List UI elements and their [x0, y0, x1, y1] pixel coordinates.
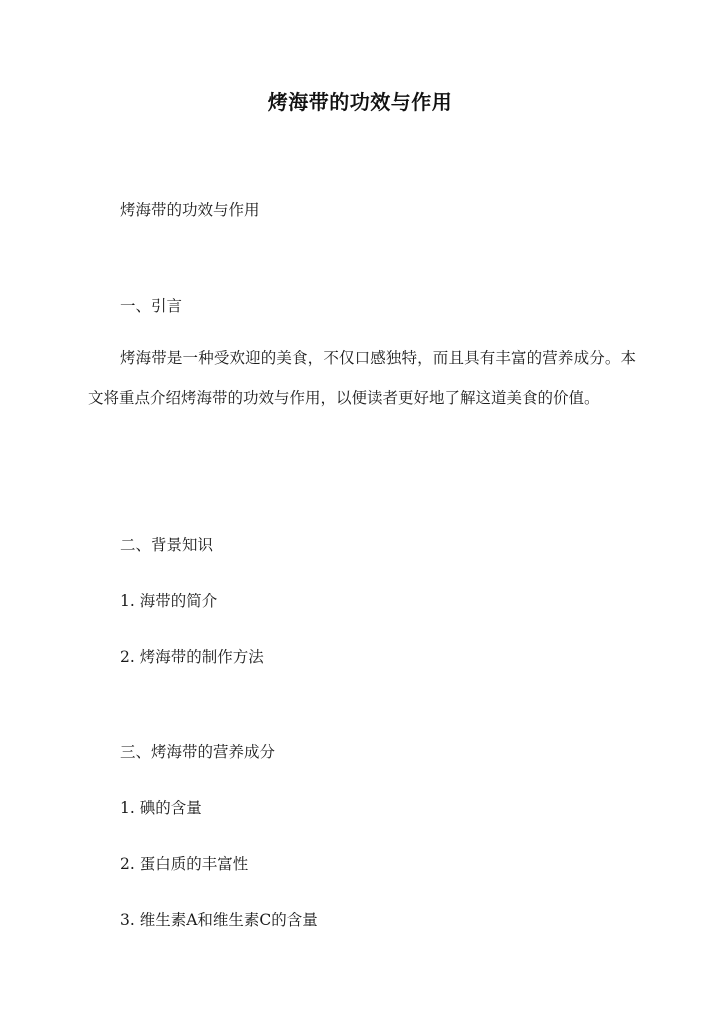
section-heading-background: 二、背景知识 [120, 536, 214, 554]
list-item-nutrition-2: 2. 蛋白质的丰富性 [120, 855, 249, 873]
list-item-nutrition-1: 1. 碘的含量 [120, 799, 202, 817]
list-item-nutrition-3: 3. 维生素A和维生素C的含量 [120, 911, 318, 929]
list-item-background-1: 1. 海带的简介 [120, 592, 218, 610]
document-subtitle: 烤海带的功效与作用 [120, 201, 260, 219]
intro-paragraph: 烤海带是一种受欢迎的美食，不仅口感独特，而且具有丰富的营养成分。本文将重点介绍烤海带的功效与作用，以便读者更好地了解这道美食的价值。 [88, 349, 636, 407]
section-heading-intro: 一、引言 [120, 297, 183, 315]
document-title: 烤海带的功效与作用 [267, 90, 453, 114]
section-heading-nutrition: 三、烤海带的营养成分 [120, 743, 276, 761]
list-item-background-2: 2. 烤海带的制作方法 [120, 648, 264, 666]
